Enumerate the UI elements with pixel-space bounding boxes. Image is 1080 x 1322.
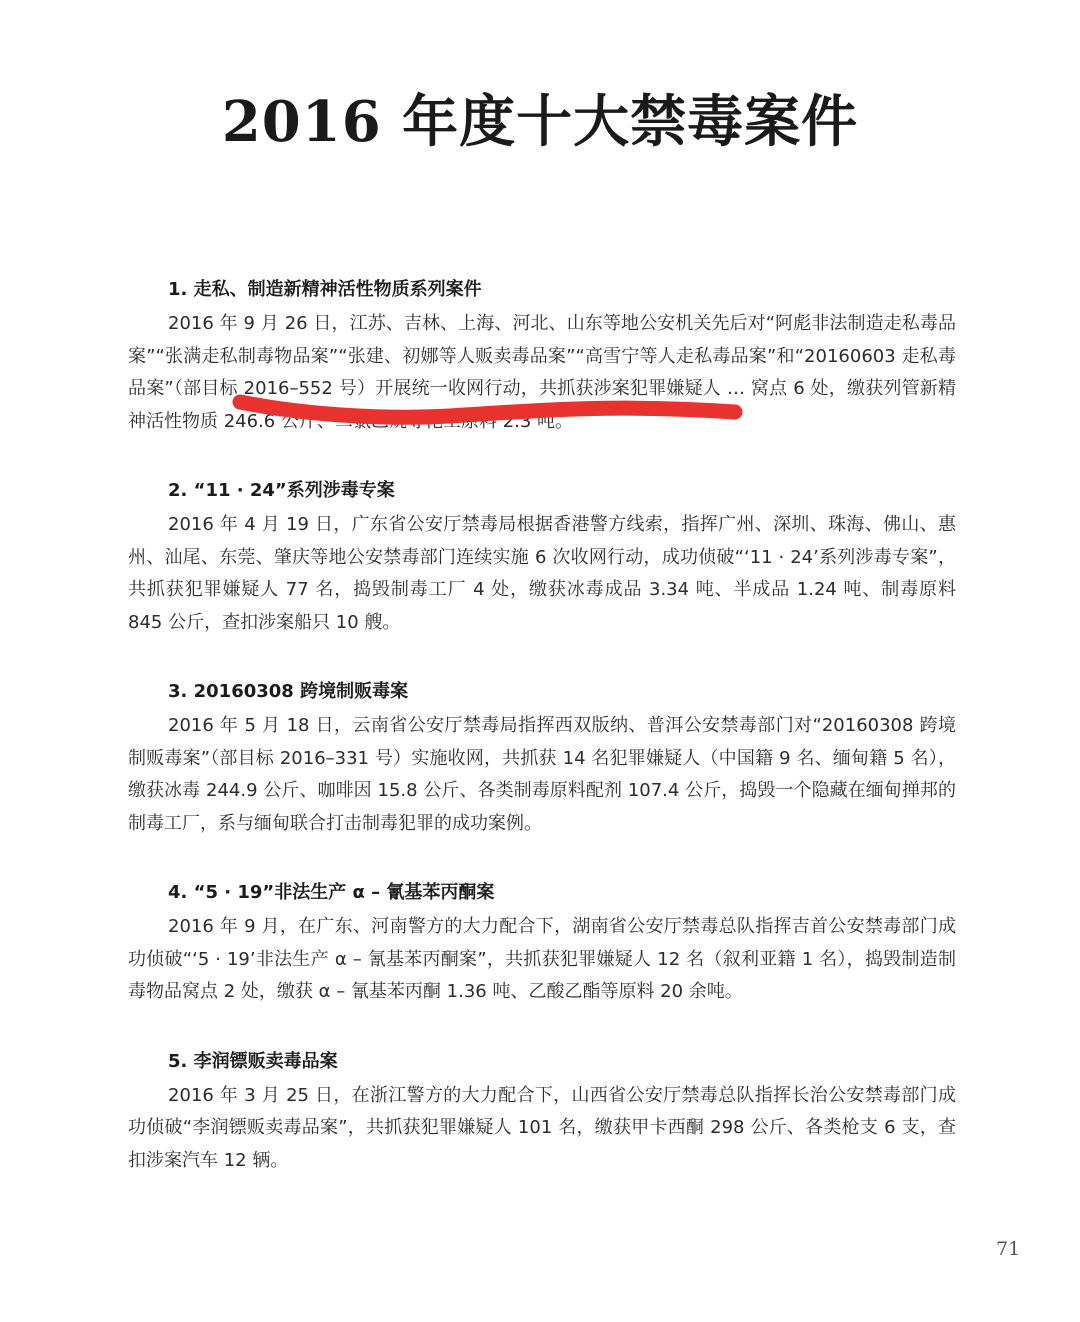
case-item [128, 1048, 956, 1178]
case-heading: 1. 走私、制造新精神活性物质系列案件 [168, 279, 482, 300]
case-list [128, 276, 956, 1177]
case-heading: 3. 20160308 跨境制贩毒案 [168, 681, 409, 702]
case-heading: 4. “5 · 19”非法生产 α – 氰基苯丙酮案 [168, 882, 495, 903]
case-item [128, 477, 956, 639]
case-heading: 5. 李润镖贩卖毒品案 [168, 1050, 338, 1072]
case-item [128, 678, 956, 840]
page-title: 2016 年度十大禁毒案件 [221, 89, 859, 155]
case-body: 2016 年 9 月 26 日，江苏、吉林、上海、河北、山东等地公安机关先后对“阿彪非法制造走私毒品案”“张满走私制毒物品案”“张建、初娜等人贩卖毒品案”“高雪宁等人走私毒品案”和“20160603 走私毒品案”（部目标 2016–552 号）开展统一收网行动，共抓获涉案犯罪嫌疑人 … 窝点 6 处，缴获列管新精神活性物质 246.6 公斤、二氯乙烷等化工原料 2.3 吨。 [128, 313, 956, 432]
case-body: 2016 年 9 月，在广东、河南警方的大力配合下，湖南省公安厅禁毒总队指挥吉首公安禁毒部门成功侦破“‘5 · 19’非法生产 α – 氰基苯丙酮案”，共抓获犯罪嫌疑人 12 名（叙利亚籍 1 名），捣毁制造制毒物品窝点 2 处，缴获 α – 氰基苯丙酮 1.36 吨、乙酸乙酯等原料 20 余吨。 [128, 916, 956, 1002]
case-body: 2016 年 4 月 19 日，广东省公安厅禁毒局根据香港警方线索，指挥广州、深圳、珠海、佛山、惠州、汕尾、东莞、肇庆等地公安禁毒部门连续实施 6 次收网行动，成功侦破“‘11 · 24’系列涉毒专案”，共抓获犯罪嫌疑人 77 名，捣毁制毒工厂 4 处，缴获冰毒成品 3.34 吨、半成品 1.24 吨、制毒原料 845 公斤，查扣涉案船只 10 艘。 [128, 514, 956, 633]
case-item [128, 879, 956, 1009]
case-item [128, 276, 956, 438]
case-body: 2016 年 5 月 18 日，云南省公安厅禁毒局指挥西双版纳、普洱公安禁毒部门对“20160308 跨境制贩毒案”（部目标 2016–331 号）实施收网，共抓获 14 名犯罪嫌疑人（中国籍 9 名、缅甸籍 5 名），缴获冰毒 244.9 公斤、咖啡因 15.8 公斤、各类制毒原料配剂 107.4 公斤，捣毁一个隐藏在缅甸掸邦的制毒工厂，系与缅甸联合打击制毒犯罪的成功案例。 [128, 715, 956, 834]
page-number: 71 [996, 1238, 1021, 1260]
case-body: 2016 年 3 月 25 日，在浙江警方的大力配合下，山西省公安厅禁毒总队指挥长治公安禁毒部门成功侦破“李润镖贩卖毒品案”，共抓获犯罪嫌疑人 101 名，缴获甲卡西酮 298 公斤、各类枪支 6 支，查扣涉案汽车 12 辆。 [128, 1084, 956, 1171]
case-heading: 2. “11 · 24”系列涉毒专案 [168, 480, 395, 501]
